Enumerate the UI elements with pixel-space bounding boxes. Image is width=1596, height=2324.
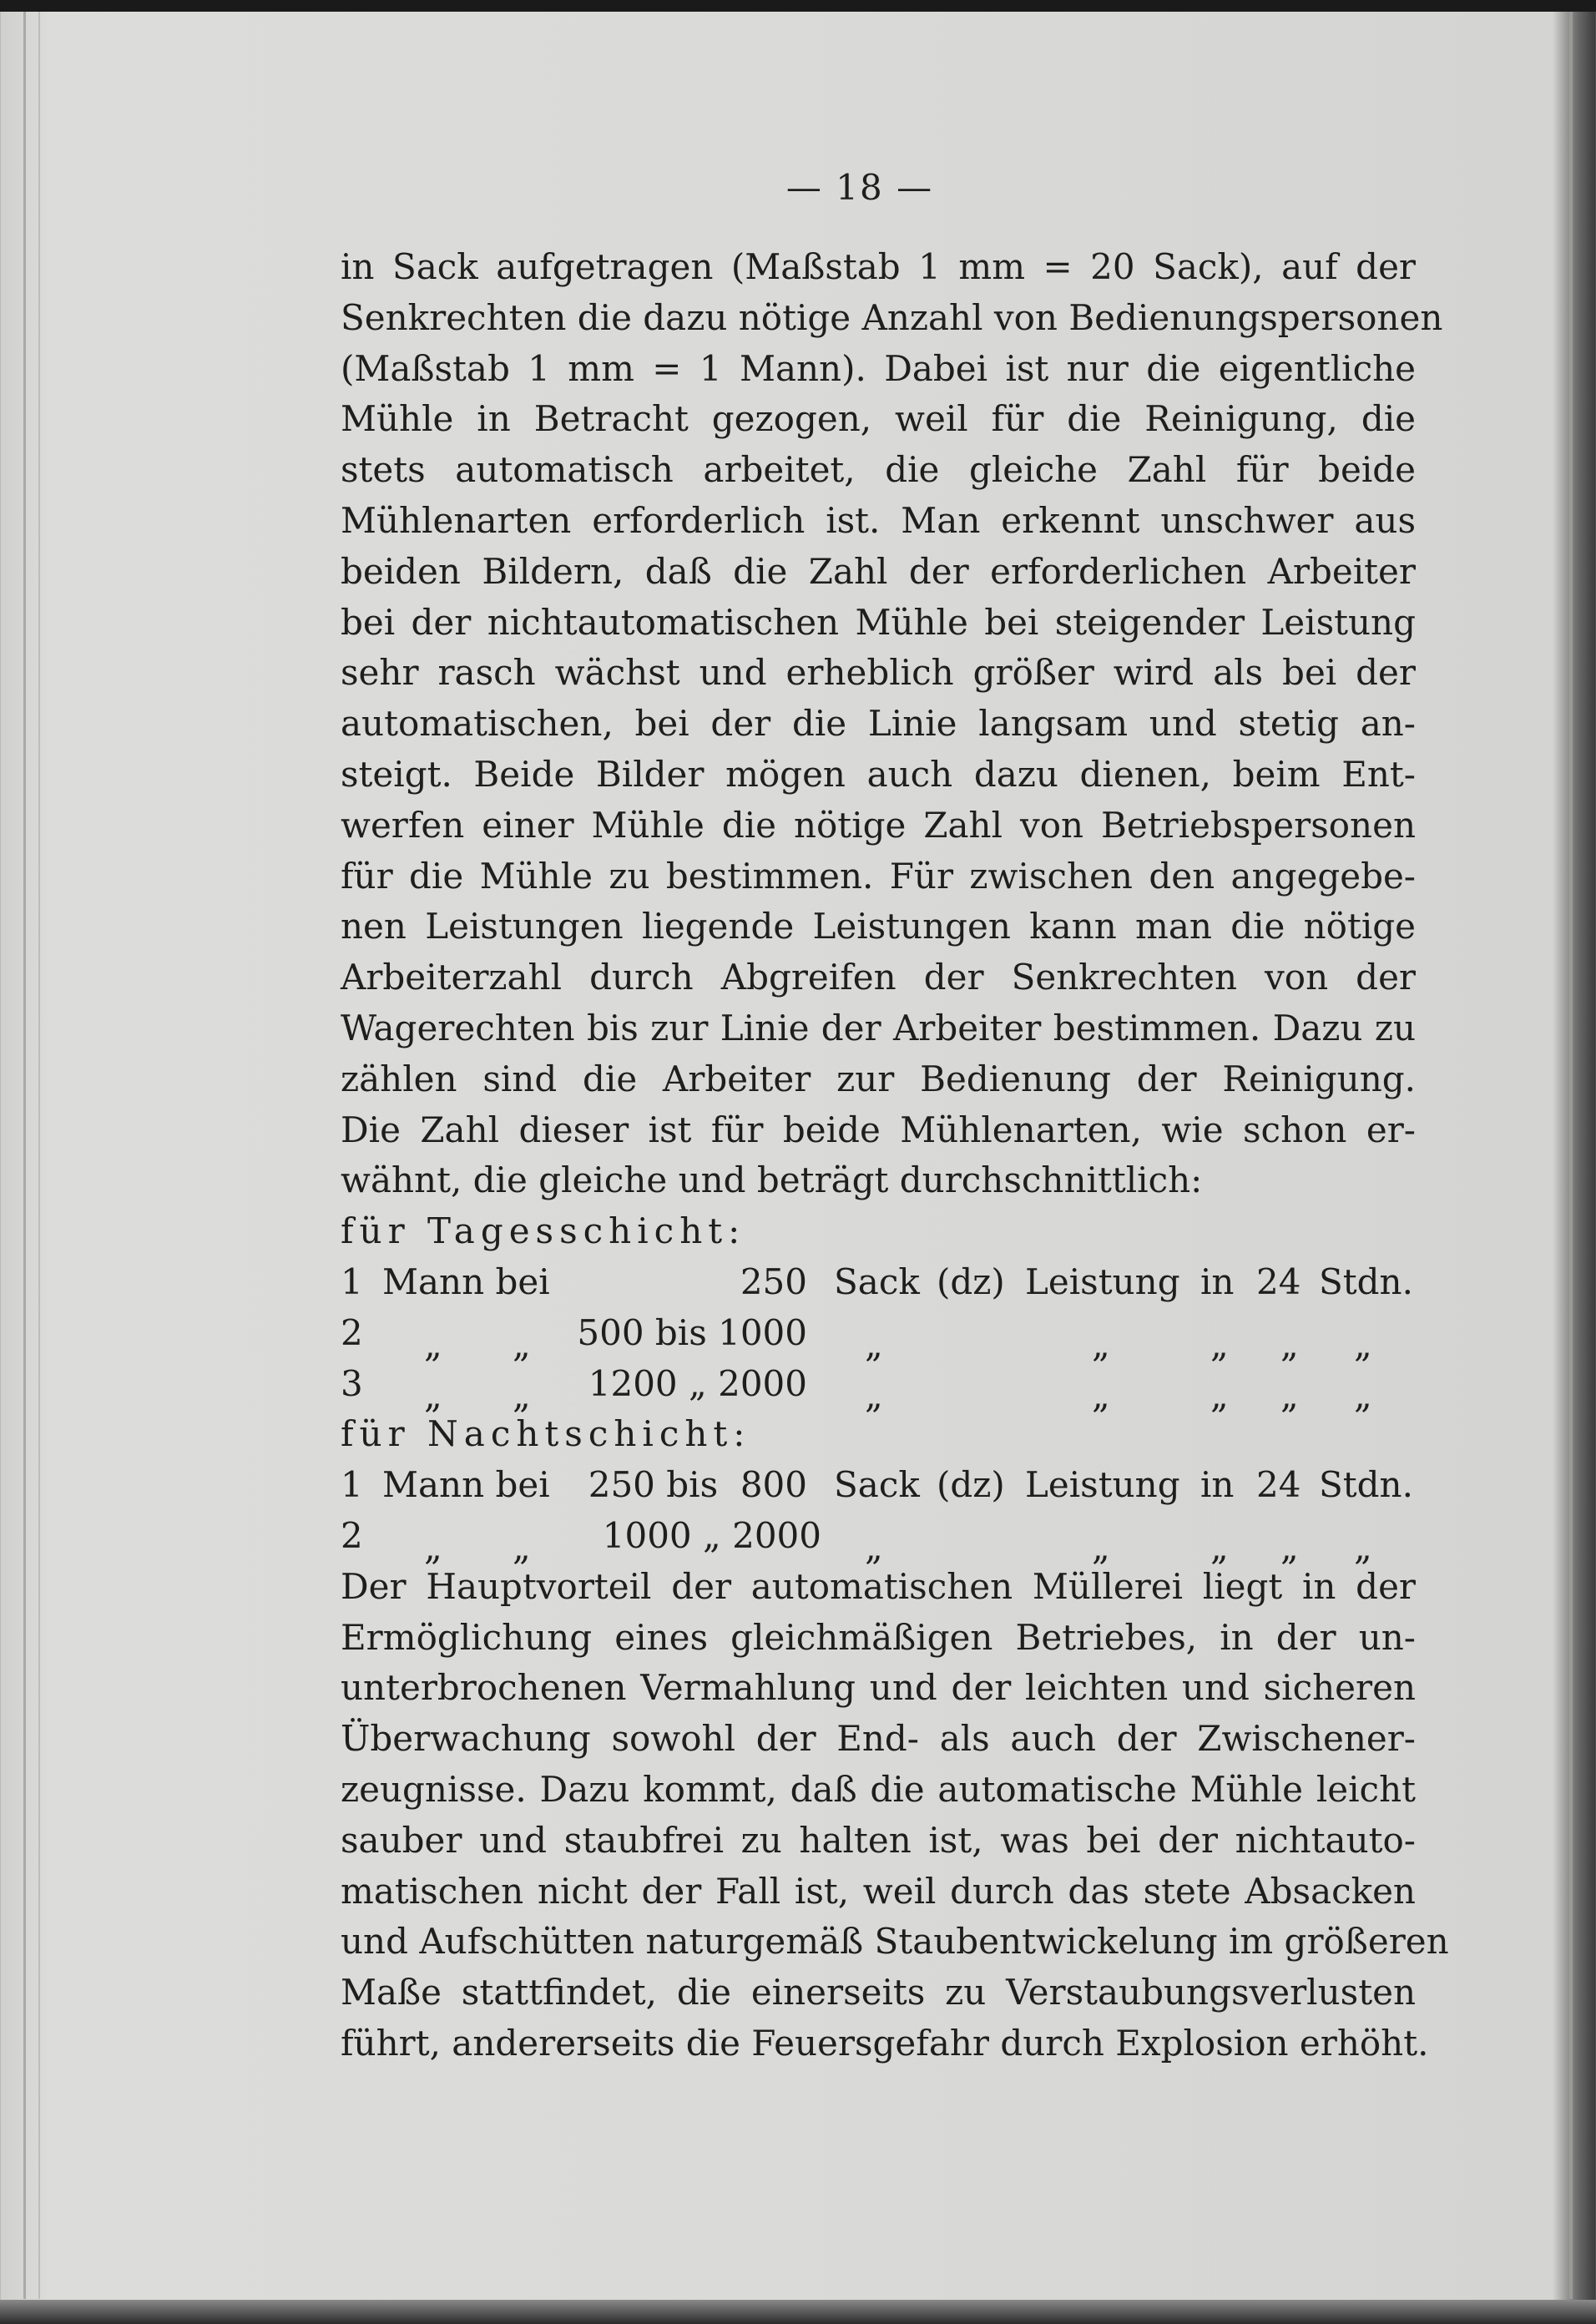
word-leistung: Leistung	[1025, 1464, 1180, 1506]
text-line: Wagerechten bis zur Linie der Arbeiter bestimmen. Dazu zu	[341, 1007, 1416, 1048]
night-shift-heading: für Nachtschicht:	[341, 1413, 751, 1455]
day-row-1	[341, 1257, 1416, 1308]
text-line: beiden Bildern, daß die Zahl der erforderlichen Arbeiter	[341, 550, 1416, 592]
text-line: sehr rasch wächst und erheblich größer wird als bei der	[341, 652, 1416, 694]
day-row-2	[341, 1308, 1416, 1365]
label: Mann bei	[382, 1261, 550, 1302]
text-line: nen Leistungen liegende Leistungen kann man die nötige	[341, 906, 1416, 947]
ditto-mark: „	[865, 1526, 883, 1568]
binding-edge	[23, 12, 26, 2299]
count: 3	[341, 1362, 363, 1404]
text-line: Mühle in Betracht gezogen, weil für die Reinigung, die	[341, 398, 1416, 440]
word-leistung: Leistung	[1025, 1261, 1180, 1302]
text-line: Ermöglichung eines gleichmäßigen Betriebes, in der un-	[341, 1616, 1416, 1658]
day-shift-heading: für Tagesschicht:	[341, 1210, 746, 1252]
text-line: Der Hauptvorteil der automatischen Müllerei liegt in der	[341, 1565, 1416, 1607]
range: 1000 „ 2000	[602, 1514, 821, 1556]
count: 1	[341, 1261, 363, 1302]
page-number: — 18 —	[785, 167, 934, 208]
word-in: in	[1200, 1261, 1235, 1302]
ditto-mark: „	[1210, 1323, 1229, 1365]
text-line: unterbrochenen Vermahlung und der leichten und sicheren	[341, 1667, 1416, 1709]
ditto-mark: „	[1280, 1323, 1299, 1365]
binding-edge-inner	[38, 12, 40, 2299]
scan-bottom-border	[0, 2300, 1596, 2324]
text-line: Senkrechten die dazu nötige Anzahl von Bedienungspersonen	[341, 296, 1443, 338]
unit: Sack	[834, 1464, 920, 1506]
text-line: Mühlenarten erforderlich ist. Man erkennt unschwer aus	[341, 499, 1416, 541]
ditto-mark: „	[1092, 1374, 1110, 1416]
range: 250	[740, 1261, 807, 1302]
paragraph-1	[341, 242, 1443, 1206]
text-line: automatischen, bei der die Linie langsam und stetig an-	[341, 703, 1416, 745]
word-in: in	[1200, 1464, 1235, 1506]
scan-top-border	[0, 0, 1596, 12]
text-line: sauber und staubfrei zu halten ist, was bei der nichtauto-	[341, 1819, 1416, 1861]
ditto-mark: „	[424, 1526, 442, 1568]
text-line: Maße stattfindet, die einerseits zu Verstaubungsverlusten	[341, 1972, 1416, 2013]
range: 500 bis 1000	[577, 1311, 807, 1353]
abbr-stdn: Stdn.	[1319, 1464, 1413, 1506]
range: 250 bis 800	[588, 1464, 807, 1506]
ditto-mark: „	[513, 1374, 531, 1416]
ditto-mark: „	[1210, 1374, 1229, 1416]
text-line: Arbeiterzahl durch Abgreifen der Senkrechten von der	[341, 957, 1416, 998]
text-line: wähnt, die gleiche und beträgt durchschnittlich:	[341, 1159, 1203, 1201]
text-line: werfen einer Mühle die nötige Zahl von Betriebspersonen	[341, 804, 1416, 846]
abbr-stdn: Stdn.	[1319, 1261, 1413, 1302]
hours: 24	[1256, 1261, 1301, 1302]
text-line: in Sack aufgetragen (Maßstab 1 mm = 20 Sack), auf der	[341, 246, 1416, 287]
text-line: (Maßstab 1 mm = 1 Mann). Dabei ist nur die eigentliche	[341, 347, 1416, 389]
range: 1200 „ 2000	[588, 1362, 807, 1404]
count: 1	[341, 1464, 363, 1506]
ditto-mark: „	[1092, 1526, 1110, 1568]
text-line: matischen nicht der Fall ist, weil durch das stete Absacken	[341, 1870, 1416, 1912]
text-line: steigt. Beide Bilder mögen auch dazu dienen, beim Ent-	[341, 753, 1416, 795]
ditto-mark: „	[865, 1374, 883, 1416]
ditto-mark: „	[1092, 1323, 1110, 1365]
label: Mann bei	[382, 1464, 550, 1506]
count: 2	[341, 1311, 363, 1353]
count: 2	[341, 1514, 363, 1556]
ditto-mark: „	[865, 1323, 883, 1365]
ditto-mark: „	[1210, 1526, 1229, 1568]
page-right-edge	[1569, 12, 1573, 2299]
night-row-2	[341, 1511, 1416, 1568]
ditto-mark: „	[1354, 1323, 1372, 1365]
ditto-mark: „	[513, 1526, 531, 1568]
body-text	[341, 242, 1449, 2069]
text-line: führt, andererseits die Feuersgefahr durch Explosion erhöht.	[341, 2022, 1429, 2064]
ditto-mark: „	[424, 1323, 442, 1365]
ditto-mark: „	[1280, 1374, 1299, 1416]
ditto-mark: „	[424, 1374, 442, 1416]
ditto-mark: „	[1354, 1526, 1372, 1568]
text-line: bei der nichtautomatischen Mühle bei steigender Leistung	[341, 601, 1416, 643]
hours: 24	[1256, 1464, 1301, 1506]
ditto-mark: „	[513, 1323, 531, 1365]
text-line: für die Mühle zu bestimmen. Für zwischen den angegebe-	[341, 855, 1416, 897]
ditto-mark: „	[1354, 1374, 1372, 1416]
text-line: zählen sind die Arbeiter zur Bedienung der Reinigung.	[341, 1058, 1416, 1099]
unit: Sack	[834, 1261, 920, 1302]
night-row-1	[341, 1460, 1416, 1511]
text-line: zeugnisse. Dazu kommt, daß die automatische Mühle leicht	[341, 1768, 1416, 1810]
unit-dz: (dz)	[937, 1261, 1005, 1302]
day-row-3	[341, 1359, 1416, 1416]
paragraph-2	[341, 1562, 1449, 2069]
text-line: Die Zahl dieser ist für beide Mühlenarten, wie schon er-	[341, 1109, 1416, 1150]
text-line: stets automatisch arbeitet, die gleiche Zahl für beide	[341, 449, 1416, 491]
text-line: und Aufschütten naturgemäß Staubentwickelung im größeren	[341, 1921, 1449, 1963]
ditto-mark: „	[1280, 1526, 1299, 1568]
text-line: Überwachung sowohl der End- als auch der Zwischener-	[341, 1718, 1416, 1760]
unit-dz: (dz)	[937, 1464, 1005, 1506]
